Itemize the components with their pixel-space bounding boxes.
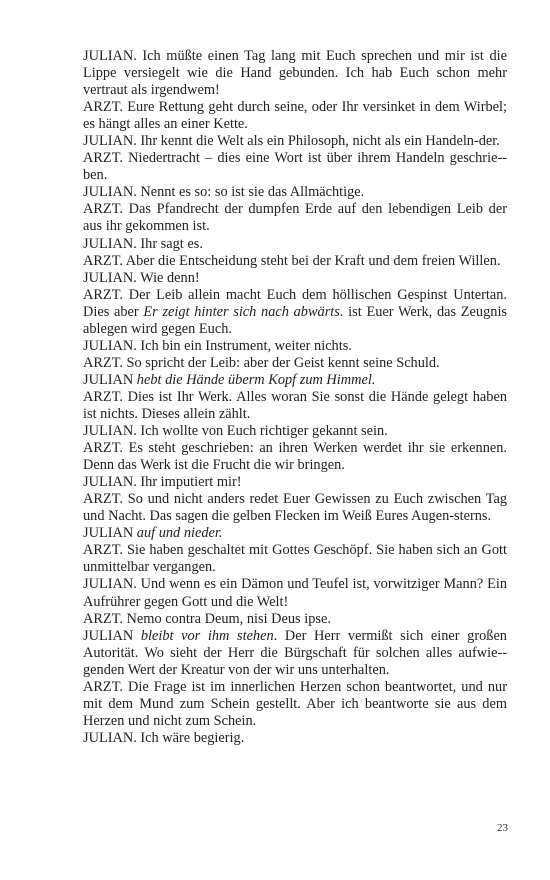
stage-direction: auf und nieder. <box>136 525 223 542</box>
speech-text: JULIAN. Ihr imputiert mir! <box>83 474 242 491</box>
speech-text: ARZT. Nemo contra Deum, nisi Deus ipse. <box>83 610 331 627</box>
dialogue-paragraph <box>83 372 507 389</box>
dialogue-paragraph <box>83 440 507 474</box>
speech-text: ARZT. Der Leib allein macht Euch dem höllischen Gespinst Untertan. Dies aber <box>83 286 507 320</box>
speech-text: JULIAN. Ihr sagt es. <box>83 235 203 252</box>
speech-text: ARZT. So und nicht anders redet Euer Gewissen zu Euch zwischen Tag und Nacht. Das sagen die gelben Flecken im Weiß Eures Augen-sterns. <box>83 491 507 525</box>
dialogue-paragraph <box>83 389 507 423</box>
dialogue-paragraph <box>83 287 507 338</box>
dialogue-paragraph <box>83 99 507 133</box>
dialogue-text <box>83 48 507 747</box>
speech-text: . Der Herr vermißt sich einer großen Autorität. Wo sieht der Herr die Bürgschaft für solchen alles aufwie-genden Wert der Kreatur von der wir uns unterhalten. <box>83 627 507 678</box>
stage-direction: hebt die Hände überm Kopf zum Himmel. <box>136 371 376 388</box>
stage-direction: bleibt vor ihm stehen <box>140 627 274 644</box>
dialogue-paragraph <box>83 201 507 235</box>
dialogue-paragraph <box>83 48 507 99</box>
dialogue-paragraph <box>83 730 507 747</box>
dialogue-paragraph <box>83 628 507 679</box>
speech-text: JULIAN. Nennt es so: so ist sie das Allmächtige. <box>83 184 365 201</box>
speech-text: ist Euer Werk, das Zeugnis ablegen wird gegen Euch. <box>83 303 508 337</box>
speech-text: JULIAN. Ich müßte einen Tag lang mit Euch sprechen und mir ist die Lippe versiegelt wie die Hand gebunden. Ich hab Euch schon mehr vertraut als irgendwem! <box>83 48 507 99</box>
speech-text: JULIAN. Ich wollte von Euch richtiger gekannt sein. <box>83 423 388 440</box>
dialogue-paragraph <box>83 491 507 525</box>
speech-text: ARZT. Aber die Entscheidung steht bei der Kraft und dem freien Willen. <box>83 252 501 269</box>
speech-text: ARZT. Die Frage ist im innerlichen Herzen schon beantwortet, und nur mit dem Mund zum Schein gestellt. Aber ich beantworte sie aus dem Herzen und nicht zum Schein. <box>83 678 507 729</box>
speech-text: JULIAN <box>83 371 137 388</box>
dialogue-paragraph <box>83 133 507 150</box>
speech-text: JULIAN <box>83 525 137 542</box>
speech-text: ARZT. So spricht der Leib: aber der Geist kennt seine Schuld. <box>83 354 440 371</box>
speech-text: JULIAN. Ihr kennt die Welt als ein Philosoph, nicht als ein Handeln-der. <box>83 133 500 150</box>
speech-text: JULIAN. Ich bin ein Instrument, weiter nichts. <box>83 337 352 354</box>
dialogue-paragraph <box>83 184 507 201</box>
dialogue-paragraph <box>83 150 507 184</box>
speech-text: JULIAN <box>83 627 141 644</box>
dialogue-paragraph <box>83 236 507 253</box>
speech-text: JULIAN. Und wenn es ein Dämon und Teufel ist, vorwitziger Mann? Ein Aufrührer gegen Gott und die Welt! <box>83 576 507 610</box>
dialogue-paragraph <box>83 270 507 287</box>
dialogue-paragraph <box>83 474 507 491</box>
speech-text: ARZT. Das Pfandrecht der dumpfen Erde auf den lebendigen Leib der aus ihr gekommen ist. <box>83 201 507 235</box>
dialogue-paragraph <box>83 525 507 542</box>
dialogue-paragraph <box>83 253 507 270</box>
speech-text: ARZT. Niedertracht – dies eine Wort ist über ihrem Handeln geschrie-ben. <box>83 150 507 184</box>
dialogue-paragraph <box>83 423 507 440</box>
dialogue-paragraph <box>83 542 507 576</box>
dialogue-paragraph <box>83 679 507 730</box>
speech-text: ARZT. Dies ist Ihr Werk. Alles woran Sie sonst die Hände gelegt haben ist nichts. Dieses allein zählt. <box>83 388 507 422</box>
page-number: 23 <box>497 822 508 834</box>
dialogue-paragraph <box>83 576 507 610</box>
speech-text: ARZT. Eure Rettung geht durch seine, oder Ihr versinket in dem Wirbel; es hängt alles an einer Kette. <box>83 99 507 133</box>
dialogue-paragraph <box>83 355 507 372</box>
speech-text: ARZT. Es steht geschrieben: an ihren Werken werdet ihr sie erkennen. Denn das Werk ist die Frucht die wir bringen. <box>83 440 507 474</box>
dialogue-paragraph <box>83 338 507 355</box>
speech-text: ARZT. Sie haben geschaltet mit Gottes Geschöpf. Sie haben sich an Gott unmittelbar vergangen. <box>83 542 507 576</box>
stage-direction: Er zeigt hinter sich nach abwärts. <box>143 303 344 320</box>
dialogue-paragraph <box>83 611 507 628</box>
speech-text: JULIAN. Wie denn! <box>83 269 200 286</box>
speech-text: JULIAN. Ich wäre begierig. <box>83 729 245 746</box>
